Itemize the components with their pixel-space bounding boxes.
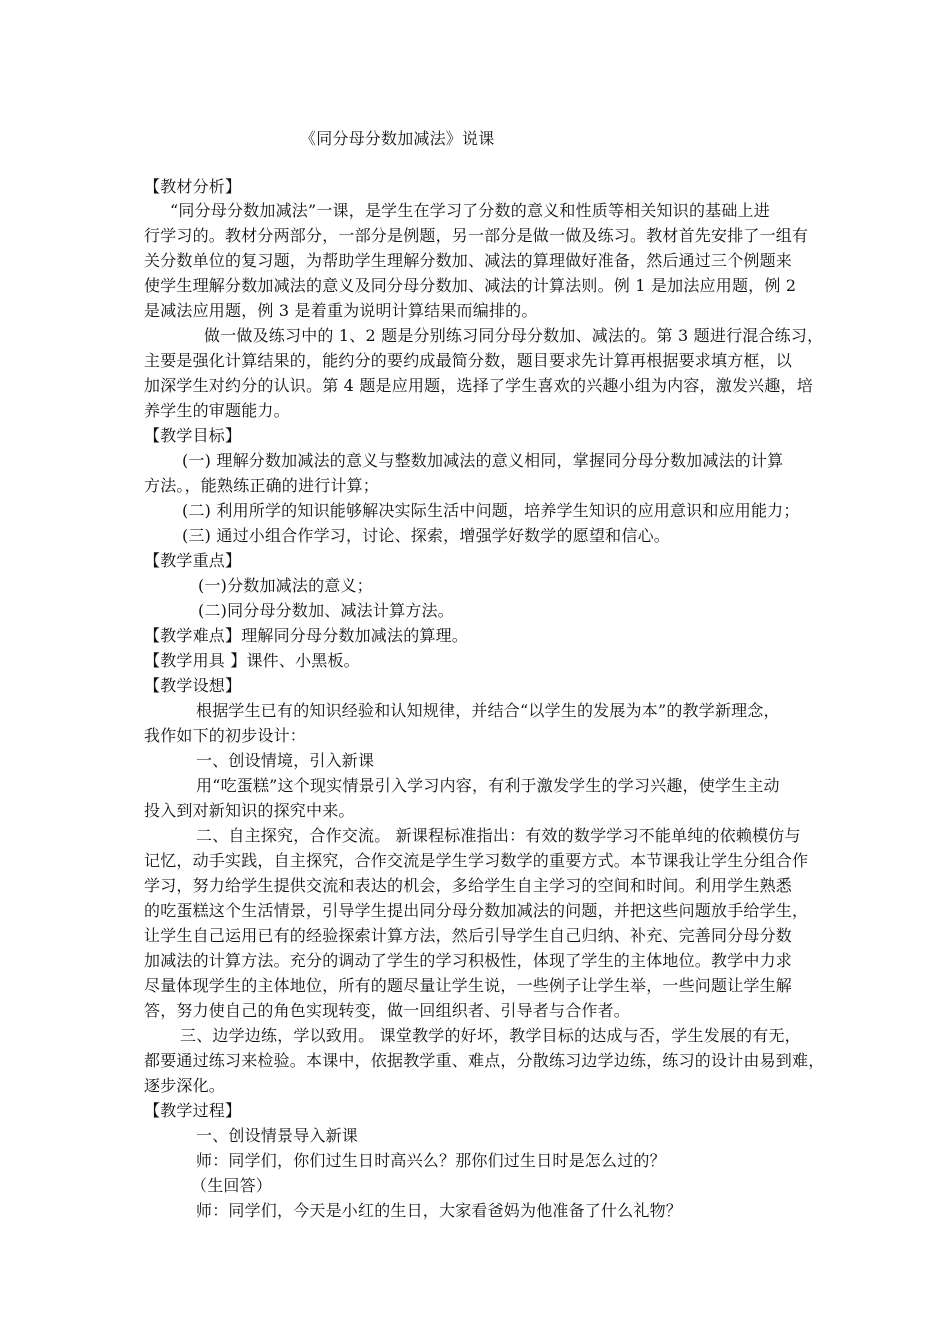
paragraph-line: “同分母分数加减法”一课，是学生在学习了分数的意义和性质等相关知识的基础上进 — [170, 201, 770, 220]
dialogue-line: 师：同学们，你们过生日时高兴么？那你们过生日时是怎么过的？ — [196, 1151, 666, 1170]
paragraph-line: 投入到对新知识的探究中来。 — [144, 801, 355, 820]
paragraph-line: 二、自主探究，合作交流。 新课程标准指出：有效的数学学习不能单纯的依赖模仿与 — [196, 826, 801, 845]
paragraph-line: 是减法应用题，例 3 是着重为说明计算结果而编排的。 — [144, 301, 538, 320]
paragraph-line: 做一做及练习中的 1、2 题是分别练习同分母分数加、减法的。第 3 题进行混合练习， — [204, 326, 824, 345]
paragraph-line: 使学生理解分数加减法的意义及同分母分数加、减法的计算法则。例 1 是加法应用题，例 2 — [144, 276, 797, 295]
goal-item: (二) 利用所学的知识能够解决实际生活中问题，培养学生知识的应用意识和应用能力； — [182, 501, 800, 520]
paragraph-line: 尽量体现学生的主体地位，所有的题尽量让学生说，一些例子让学生举，一些问题让学生解 — [144, 976, 793, 995]
paragraph-line: 记忆，动手实践，自主探究，合作交流是学生学习数学的重要方式。本节课我让学生分组合作 — [144, 851, 809, 870]
document-title: 《同分母分数加减法》说课 — [300, 129, 495, 148]
subheading: 一、创设情景导入新课 — [196, 1126, 359, 1145]
paragraph-line: 都要通过练习来检验。本课中，依据教学重、难点，分散练习边学边练，练习的设计由易到难， — [144, 1051, 825, 1070]
paragraph-line: 逐步深化。 — [144, 1076, 226, 1095]
section-difficulties: 【教学难点】理解同分母分数加减法的算理。 — [144, 626, 469, 645]
paragraph-line: 主要是强化计算结果的，能约分的要约成最简分数，题目要求先计算再根据要求填方框，以 — [144, 351, 793, 370]
section-heading-textbook-analysis: 【教材分析】 — [144, 177, 242, 196]
paragraph-line: 让学生自己运用已有的经验探索计算方法，然后引导学生自己归纳、补充、完善同分母分数 — [144, 926, 793, 945]
dialogue-line: （生回答） — [191, 1176, 273, 1195]
paragraph-line: 养学生的审题能力。 — [144, 401, 290, 420]
paragraph-line: 加深学生对约分的认识。第 4 题是应用题，选择了学生喜欢的兴趣小组为内容，激发兴趣，培 — [144, 376, 813, 395]
section-heading-teaching-goals: 【教学目标】 — [144, 426, 242, 445]
section-teaching-tools: 【教学用具 】课件、小黑板。 — [144, 651, 360, 670]
paragraph-line: 的吃蛋糕这个生活情景，引导学生提出同分母分数加减法的问题，并把这些问题放手给学生， — [144, 901, 809, 920]
paragraph-line: 学习，努力给学生提供交流和表达的机会，多给学生自主学习的空间和时间。利用学生熟悉 — [144, 876, 793, 895]
section-heading-key-points: 【教学重点】 — [144, 551, 242, 570]
paragraph-line: 答，努力使自己的角色实现转变，做一回组织者、引导者与合作者。 — [144, 1001, 631, 1020]
key-point-item: (一)分数加减法的意义； — [198, 576, 373, 595]
paragraph-line: 三、边学边练，学以致用。 课堂教学的好坏，教学目标的达成与否，学生发展的有无， — [180, 1026, 801, 1045]
paragraph-line: 加减法的计算方法。充分的调动了学生的学习积极性，体现了学生的主体地位。教学中力求 — [144, 951, 793, 970]
paragraph-line: 行学习的。教材分两部分，一部分是例题，另一部分是做一做及练习。教材首先安排了一组有 — [144, 226, 809, 245]
paragraph-line: 根据学生已有的知识经验和认知规律，并结合“以学生的发展为本”的教学新理念， — [196, 701, 780, 720]
section-heading-teaching-process: 【教学过程】 — [144, 1101, 242, 1120]
dialogue-line: 师：同学们，今天是小红的生日，大家看爸妈为他准备了什么礼物？ — [196, 1201, 683, 1220]
key-point-item: (二)同分母分数加、减法计算方法。 — [198, 601, 454, 620]
paragraph-line: 用“吃蛋糕”这个现实情景引入学习内容，有利于激发学生的学习兴趣，使学生主动 — [196, 776, 780, 795]
goal-item: (三) 通过小组合作学习，讨论、探索，增强学好数学的愿望和信心。 — [182, 526, 670, 545]
subheading: 一、创设情境，引入新课 — [196, 751, 375, 770]
paragraph-line: 我作如下的初步设计： — [144, 726, 307, 745]
goal-item-continued: 方法。，能熟练正确的进行计算； — [144, 476, 380, 495]
paragraph-line: 关分数单位的复习题，为帮助学生理解分数加、减法的算理做好准备，然后通过三个例题来 — [144, 251, 793, 270]
section-heading-teaching-design: 【教学设想】 — [144, 676, 242, 695]
goal-item: (一) 理解分数加减法的意义与整数加减法的意义相同，掌握同分母分数加减法的计算 — [182, 451, 784, 470]
